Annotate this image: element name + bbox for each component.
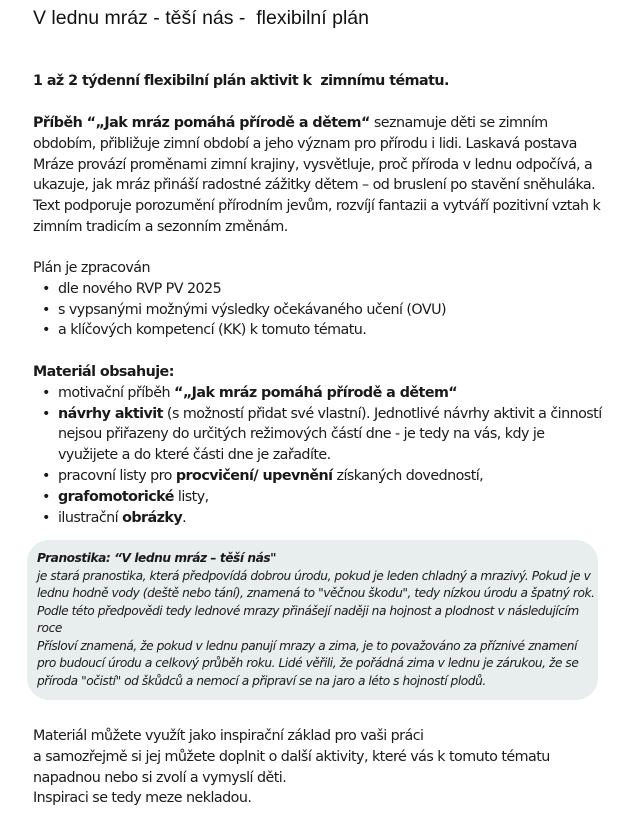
material-item-bold: “„Jak mráz pomáhá přírodě a dětem“ bbox=[173, 384, 458, 401]
material-item-pictures bbox=[58, 508, 608, 529]
material-item-graphomotor bbox=[58, 487, 608, 508]
material-item-story bbox=[58, 383, 608, 404]
material-item-bold: procvičení/ upevnění bbox=[175, 467, 333, 484]
material-item-bold: návrhy aktivit bbox=[58, 405, 163, 422]
outro-section bbox=[33, 726, 608, 809]
plan-intro: Plán je zpracován bbox=[33, 260, 151, 276]
material-heading: Materiál obsahuje: bbox=[33, 364, 174, 380]
outro-line: Materiál můžete využít jako inspirační základ pro vaši práci bbox=[33, 728, 424, 744]
outro-line: a samozřejmě si jej můžete doplnit o další aktivity, které vás k tomuto tématu napadnou nebo si zvolí a vymyslí děti. bbox=[33, 748, 550, 786]
plan-section bbox=[33, 258, 603, 341]
plan-item: • a klíčových kompetencí (KK) k tomuto tématu. bbox=[58, 320, 603, 341]
material-item-text: pracovní listy pro bbox=[58, 467, 176, 484]
plan-subtitle: 1 až 2 týdenní flexibilní plán aktivit k zimnímu tématu. bbox=[33, 73, 449, 89]
pranostika-paragraph-1: je stará pranostika, která předpovídá dobrou úrodu, pokud je leden chladný a mrazivý. Pokud je v lednu hodně vody (deště nebo tání), znamená to "věčnou škodu", tedy nízkou úrodu a špatný rok. Podle této předpovědi tedy lednové mrazy přinášejí naději na hojnost a plodnost v následujícím roce bbox=[37, 568, 595, 635]
plan-list bbox=[33, 279, 603, 341]
material-item-text: získaných dovedností, bbox=[332, 467, 484, 484]
pranostika-box bbox=[27, 540, 598, 700]
material-item-text: ilustrační bbox=[58, 509, 123, 526]
plan-item: • s vypsanými možnými výsledky očekávaného učení (OVU) bbox=[58, 300, 603, 321]
material-item-text: (s možností přidat své vlastní). Jednotlivé návrhy aktivit a činností nejsou přiřazeny do určitých režimových částí dne - je tedy na vás, kdy je využijete a do které části dne je zařadíte. bbox=[58, 405, 602, 464]
material-list bbox=[33, 383, 608, 529]
material-section bbox=[33, 362, 608, 528]
material-item-bold: obrázky bbox=[122, 509, 183, 526]
pranostika-title: Pranostika: “V lednu mráz – těší nás" bbox=[37, 551, 277, 565]
material-item-worksheets bbox=[58, 466, 608, 487]
outro-line: Inspiraci se tedy meze nekladou. bbox=[33, 790, 252, 807]
material-item-text: motivační příběh bbox=[58, 384, 174, 401]
story-lead: Příběh “„Jak mráz pomáhá přírodě a dětem“ bbox=[33, 115, 370, 131]
pranostika-paragraph-2: Přísloví znamená, že pokud v lednu panují mrazy a zima, je to považováno za příznivé znamení pro budoucí úrodu a celkový průběh roku. Lidé věřili, že pořádná zima v lednu je zárukou, že se příroda "očistí" od škůdců a nemocí a připraví se na jaro a léto s hojností plodů. bbox=[37, 638, 579, 688]
pranostika-content bbox=[37, 550, 598, 690]
page-title: V lednu mráz - těší nás - flexibilní plán bbox=[33, 7, 369, 29]
material-item-activities bbox=[58, 404, 608, 466]
plan-item: • dle nového RVP PV 2025 bbox=[58, 279, 603, 300]
material-item-text: listy, bbox=[173, 488, 209, 505]
story-text: seznamuje děti se zimním obdobím, přibližuje zimní období a jeho význam pro přírodu i lidi. Laskavá postava Mráze provází proměnami zimní krajiny, vysvětluje, proč příroda v lednu odpočívá, a ukazuje, jak mráz přináší radostné zážitky dětem – od bruslení po stavění sněhuláka. Text podporuje porozumění přírodním jevům, rozvíjí fantazii a vytváří pozitivní vztah k zimním tradicím a sezonním změnám. bbox=[33, 115, 601, 235]
material-item-bold: grafomotorické bbox=[58, 488, 174, 505]
material-item-text: . bbox=[182, 509, 187, 526]
story-paragraph bbox=[33, 113, 603, 238]
